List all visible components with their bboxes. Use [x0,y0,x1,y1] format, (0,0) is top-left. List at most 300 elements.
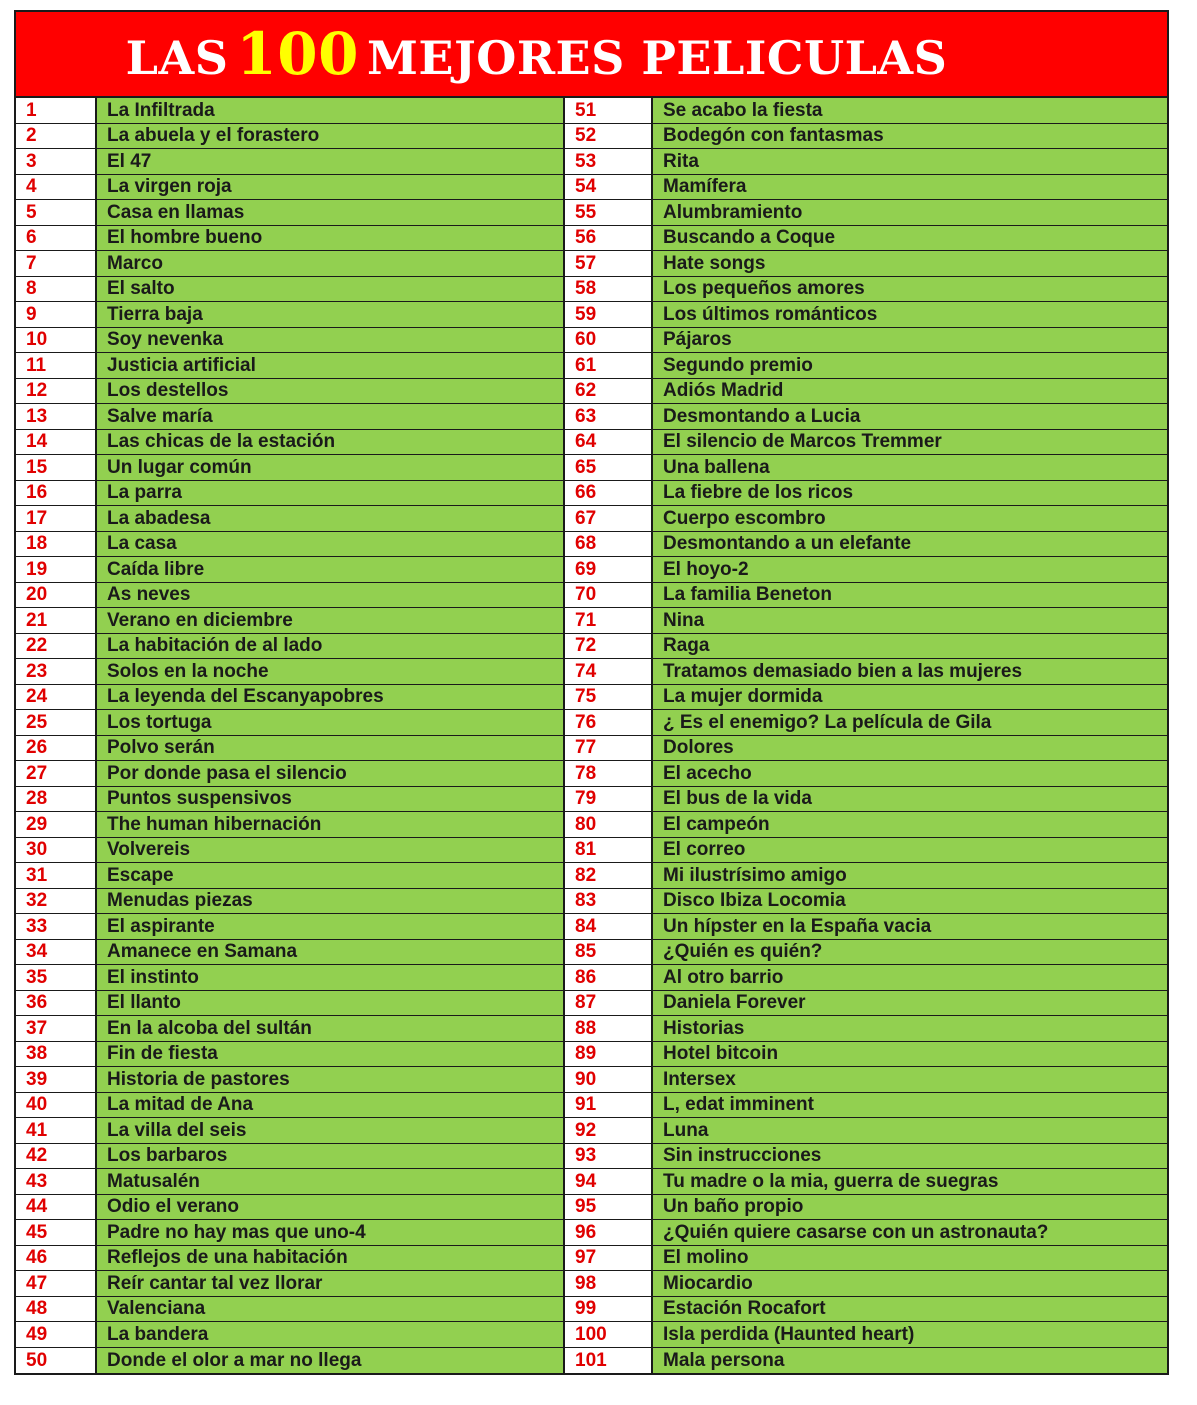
movie-title: Amanece en Samana [97,940,563,965]
rank-number: 54 [565,175,653,200]
rank-number: 53 [565,149,653,174]
table-row [16,98,563,124]
movie-title: Luna [653,1118,1167,1143]
rank-number: 45 [16,1220,97,1245]
table-row [16,1169,563,1195]
title-suffix: MEJORES PELICULAS [367,31,948,85]
table-row [565,124,1167,150]
movie-title: Hotel bitcoin [653,1042,1167,1067]
rank-number: 24 [16,685,97,710]
movie-title: Desmontando a un elefante [653,532,1167,557]
movie-title: Casa en llamas [97,200,563,225]
table-row [565,1246,1167,1272]
rank-number: 68 [565,532,653,557]
rank-number: 88 [565,1016,653,1041]
table-row [16,226,563,252]
movie-title: Bodegón con fantasmas [653,124,1167,149]
table-row [16,277,563,303]
table-row [565,506,1167,532]
rank-number: 36 [16,991,97,1016]
movie-title: Valenciana [97,1297,563,1322]
table-row [16,761,563,787]
movie-title: La leyenda del Escanyapobres [97,685,563,710]
rank-number: 55 [565,200,653,225]
table-row [565,557,1167,583]
rank-number: 75 [565,685,653,710]
rank-number: 79 [565,787,653,812]
movie-title: Volvereis [97,838,563,863]
table-row [16,940,563,966]
table-row [16,608,563,634]
rank-number: 8 [16,277,97,302]
table-row [565,787,1167,813]
movie-title: ¿Quién es quién? [653,940,1167,965]
table-row [16,124,563,150]
rank-number: 50 [16,1348,97,1374]
table-row [565,455,1167,481]
movie-title: Adiós Madrid [653,379,1167,404]
movie-title: Menudas piezas [97,889,563,914]
movie-title: L, edat imminent [653,1093,1167,1118]
left-column [16,98,565,1373]
table-row [565,175,1167,201]
rank-number: 61 [565,353,653,378]
movie-title: La fiebre de los ricos [653,481,1167,506]
movie-title: La habitación de al lado [97,634,563,659]
table-row [16,1220,563,1246]
table-row [565,328,1167,354]
movie-title: Sin instrucciones [653,1144,1167,1169]
rank-number: 51 [565,98,653,123]
movie-title: The human hibernación [97,812,563,837]
movie-title: Alumbramiento [653,200,1167,225]
movie-title: El correo [653,838,1167,863]
table-row [565,1093,1167,1119]
page-header [16,12,1167,98]
rank-number: 71 [565,608,653,633]
movie-title: Nina [653,608,1167,633]
table-row [16,787,563,813]
rank-number: 93 [565,1144,653,1169]
table-row [16,481,563,507]
movie-title: Intersex [653,1067,1167,1092]
table-row [565,379,1167,405]
movie-title: La mujer dormida [653,685,1167,710]
table-row [565,634,1167,660]
movie-title: Salve maría [97,404,563,429]
rank-number: 35 [16,965,97,990]
movie-title: Mamífera [653,175,1167,200]
movie-title: La bandera [97,1322,563,1347]
table-row [565,991,1167,1017]
table-row [565,608,1167,634]
rank-number: 90 [565,1067,653,1092]
rank-number: 11 [16,353,97,378]
movie-title: Por donde pasa el silencio [97,761,563,786]
movie-title: La abuela y el forastero [97,124,563,149]
rank-number: 101 [565,1348,653,1374]
rank-number: 22 [16,634,97,659]
movie-title: As neves [97,583,563,608]
rank-number: 100 [565,1322,653,1347]
right-column [565,98,1167,1373]
movie-title: Caída libre [97,557,563,582]
table-row [16,302,563,328]
table-row [16,149,563,175]
movie-title: La casa [97,532,563,557]
table-row [565,532,1167,558]
movie-title: El silencio de Marcos Tremmer [653,430,1167,455]
table-row [16,1016,563,1042]
table-row [16,506,563,532]
movie-title: Fin de fiesta [97,1042,563,1067]
table-row [565,404,1167,430]
rank-number: 6 [16,226,97,251]
rank-number: 41 [16,1118,97,1143]
table-row [16,710,563,736]
rank-number: 20 [16,583,97,608]
movie-title: Los tortuga [97,710,563,735]
table-row [565,685,1167,711]
rank-number: 89 [565,1042,653,1067]
movie-title: Marco [97,251,563,276]
title-prefix: LAS [125,31,229,85]
table-row [16,991,563,1017]
rank-number: 26 [16,736,97,761]
rank-number: 60 [565,328,653,353]
rank-number: 43 [16,1169,97,1194]
table-row [565,302,1167,328]
movie-title: Tratamos demasiado bien a las mujeres [653,659,1167,684]
movie-title: Escape [97,863,563,888]
rank-number: 4 [16,175,97,200]
movie-title: Mala persona [653,1348,1167,1374]
rank-number: 74 [565,659,653,684]
rank-number: 3 [16,149,97,174]
rank-number: 2 [16,124,97,149]
table-row [16,1297,563,1323]
table-row [565,1220,1167,1246]
table-row [16,1042,563,1068]
rank-number: 28 [16,787,97,812]
table-row [565,710,1167,736]
movie-title: El instinto [97,965,563,990]
movie-title: El molino [653,1246,1167,1271]
table-row [565,430,1167,456]
table-row [565,914,1167,940]
rank-number: 21 [16,608,97,633]
rank-number: 23 [16,659,97,684]
rank-number: 78 [565,761,653,786]
movie-title: Segundo premio [653,353,1167,378]
table-row [16,532,563,558]
table-row [16,1271,563,1297]
rank-number: 15 [16,455,97,480]
rank-number: 47 [16,1271,97,1296]
movie-title: Se acabo la fiesta [653,98,1167,123]
table-row [565,226,1167,252]
movie-title: Solos en la noche [97,659,563,684]
rank-number: 99 [565,1297,653,1322]
movie-title: Polvo serán [97,736,563,761]
rank-number: 49 [16,1322,97,1347]
movie-title: Los pequeños amores [653,277,1167,302]
table-row [565,1195,1167,1221]
movie-title: La abadesa [97,506,563,531]
table-row [16,889,563,915]
rank-number: 97 [565,1246,653,1271]
movie-title: Los barbaros [97,1144,563,1169]
rank-number: 44 [16,1195,97,1220]
table-row [565,1322,1167,1348]
movie-list-sheet [14,10,1169,1375]
movie-title: El salto [97,277,563,302]
movie-title: Las chicas de la estación [97,430,563,455]
table-row [565,1067,1167,1093]
movie-title: Justicia artificial [97,353,563,378]
rank-number: 82 [565,863,653,888]
table-row [565,277,1167,303]
movie-title: Un hípster en la España vacia [653,914,1167,939]
rank-number: 32 [16,889,97,914]
movie-title: Desmontando a Lucia [653,404,1167,429]
rank-number: 56 [565,226,653,251]
rank-number: 38 [16,1042,97,1067]
table-row [565,1042,1167,1068]
movie-title: Verano en diciembre [97,608,563,633]
table-row [16,914,563,940]
movie-title: La villa del seis [97,1118,563,1143]
table-row [565,1169,1167,1195]
rank-number: 64 [565,430,653,455]
rank-number: 81 [565,838,653,863]
rank-number: 85 [565,940,653,965]
movie-title: El hoyo-2 [653,557,1167,582]
movie-title: Un baño propio [653,1195,1167,1220]
rank-number: 83 [565,889,653,914]
movie-title: Historias [653,1016,1167,1041]
table-row [565,1016,1167,1042]
table-row [565,1271,1167,1297]
table-row [565,98,1167,124]
rank-number: 59 [565,302,653,327]
table-row [16,404,563,430]
rank-number: 76 [565,710,653,735]
movie-title: La familia Beneton [653,583,1167,608]
table-row [565,200,1167,226]
rank-number: 87 [565,991,653,1016]
rank-number: 31 [16,863,97,888]
rank-number: 40 [16,1093,97,1118]
rank-number: 10 [16,328,97,353]
rank-number: 34 [16,940,97,965]
movie-title: Estación Rocafort [653,1297,1167,1322]
rank-number: 27 [16,761,97,786]
table-row [16,379,563,405]
movie-title: Soy nevenka [97,328,563,353]
rank-number: 13 [16,404,97,429]
movie-table [16,98,1167,1373]
table-row [16,736,563,762]
table-row [565,1144,1167,1170]
movie-title: Raga [653,634,1167,659]
table-row [565,812,1167,838]
rank-number: 95 [565,1195,653,1220]
table-row [16,1195,563,1221]
movie-title: La mitad de Ana [97,1093,563,1118]
table-row [16,685,563,711]
table-row [16,1144,563,1170]
rank-number: 17 [16,506,97,531]
movie-title: Matusalén [97,1169,563,1194]
rank-number: 12 [16,379,97,404]
rank-number: 46 [16,1246,97,1271]
rank-number: 92 [565,1118,653,1143]
movie-title: El bus de la vida [653,787,1167,812]
table-row [16,659,563,685]
table-row [16,200,563,226]
movie-title: Al otro barrio [653,965,1167,990]
table-row [565,889,1167,915]
rank-number: 1 [16,98,97,123]
movie-title: El campeón [653,812,1167,837]
rank-number: 16 [16,481,97,506]
movie-title: Pájaros [653,328,1167,353]
table-row [565,1348,1167,1374]
movie-title: Un lugar común [97,455,563,480]
table-row [565,583,1167,609]
table-row [565,940,1167,966]
movie-title: Buscando a Coque [653,226,1167,251]
table-row [16,251,563,277]
table-row [16,353,563,379]
table-row [16,1118,563,1144]
table-row [16,863,563,889]
rank-number: 98 [565,1271,653,1296]
rank-number: 29 [16,812,97,837]
movie-title: Reír cantar tal vez llorar [97,1271,563,1296]
movie-title: El llanto [97,991,563,1016]
movie-title: Disco Ibiza Locomia [653,889,1167,914]
movie-title: El acecho [653,761,1167,786]
rank-number: 37 [16,1016,97,1041]
movie-title: El 47 [97,149,563,174]
rank-number: 33 [16,914,97,939]
table-row [565,1297,1167,1323]
table-row [565,736,1167,762]
rank-number: 65 [565,455,653,480]
movie-title: Tierra baja [97,302,563,327]
movie-title: Rita [653,149,1167,174]
table-row [16,812,563,838]
title-number: 100 [236,20,359,88]
table-row [16,328,563,354]
table-row [16,1348,563,1374]
movie-title: Una ballena [653,455,1167,480]
rank-number: 18 [16,532,97,557]
rank-number: 9 [16,302,97,327]
movie-title: El hombre bueno [97,226,563,251]
movie-title: Puntos suspensivos [97,787,563,812]
movie-title: Tu madre o la mia, guerra de suegras [653,1169,1167,1194]
table-row [565,838,1167,864]
movie-title: La Infiltrada [97,98,563,123]
rank-number: 48 [16,1297,97,1322]
table-row [565,965,1167,991]
movie-title: Los últimos románticos [653,302,1167,327]
table-row [16,455,563,481]
movie-title: Historia de pastores [97,1067,563,1092]
rank-number: 67 [565,506,653,531]
movie-title: Daniela Forever [653,991,1167,1016]
rank-number: 70 [565,583,653,608]
movie-title: Dolores [653,736,1167,761]
table-row [16,175,563,201]
rank-number: 5 [16,200,97,225]
movie-title: Los destellos [97,379,563,404]
movie-title: ¿ Es el enemigo? La película de Gila [653,710,1167,735]
table-row [565,481,1167,507]
movie-title: ¿Quién quiere casarse con un astronauta? [653,1220,1167,1245]
rank-number: 72 [565,634,653,659]
rank-number: 58 [565,277,653,302]
table-row [565,863,1167,889]
table-row [565,149,1167,175]
rank-number: 52 [565,124,653,149]
table-row [565,251,1167,277]
table-row [16,1246,563,1272]
table-row [16,965,563,991]
rank-number: 30 [16,838,97,863]
movie-title: Padre no hay mas que uno-4 [97,1220,563,1245]
table-row [16,1322,563,1348]
rank-number: 57 [565,251,653,276]
movie-title: Hate songs [653,251,1167,276]
rank-number: 91 [565,1093,653,1118]
movie-title: Mi ilustrísimo amigo [653,863,1167,888]
rank-number: 66 [565,481,653,506]
rank-number: 80 [565,812,653,837]
movie-title: La parra [97,481,563,506]
movie-title: El aspirante [97,914,563,939]
rank-number: 69 [565,557,653,582]
table-row [565,353,1167,379]
table-row [565,1118,1167,1144]
rank-number: 19 [16,557,97,582]
movie-title: Donde el olor a mar no llega [97,1348,563,1374]
rank-number: 25 [16,710,97,735]
rank-number: 96 [565,1220,653,1245]
movie-title: Isla perdida (Haunted heart) [653,1322,1167,1347]
page-title [126,20,948,88]
rank-number: 63 [565,404,653,429]
movie-title: Miocardio [653,1271,1167,1296]
movie-title: La virgen roja [97,175,563,200]
rank-number: 94 [565,1169,653,1194]
table-row [16,1093,563,1119]
rank-number: 84 [565,914,653,939]
table-row [16,838,563,864]
rank-number: 39 [16,1067,97,1092]
movie-title: Cuerpo escombro [653,506,1167,531]
rank-number: 62 [565,379,653,404]
movie-title: En la alcoba del sultán [97,1016,563,1041]
rank-number: 86 [565,965,653,990]
table-row [16,583,563,609]
table-row [565,761,1167,787]
movie-title: Odio el verano [97,1195,563,1220]
table-row [16,557,563,583]
